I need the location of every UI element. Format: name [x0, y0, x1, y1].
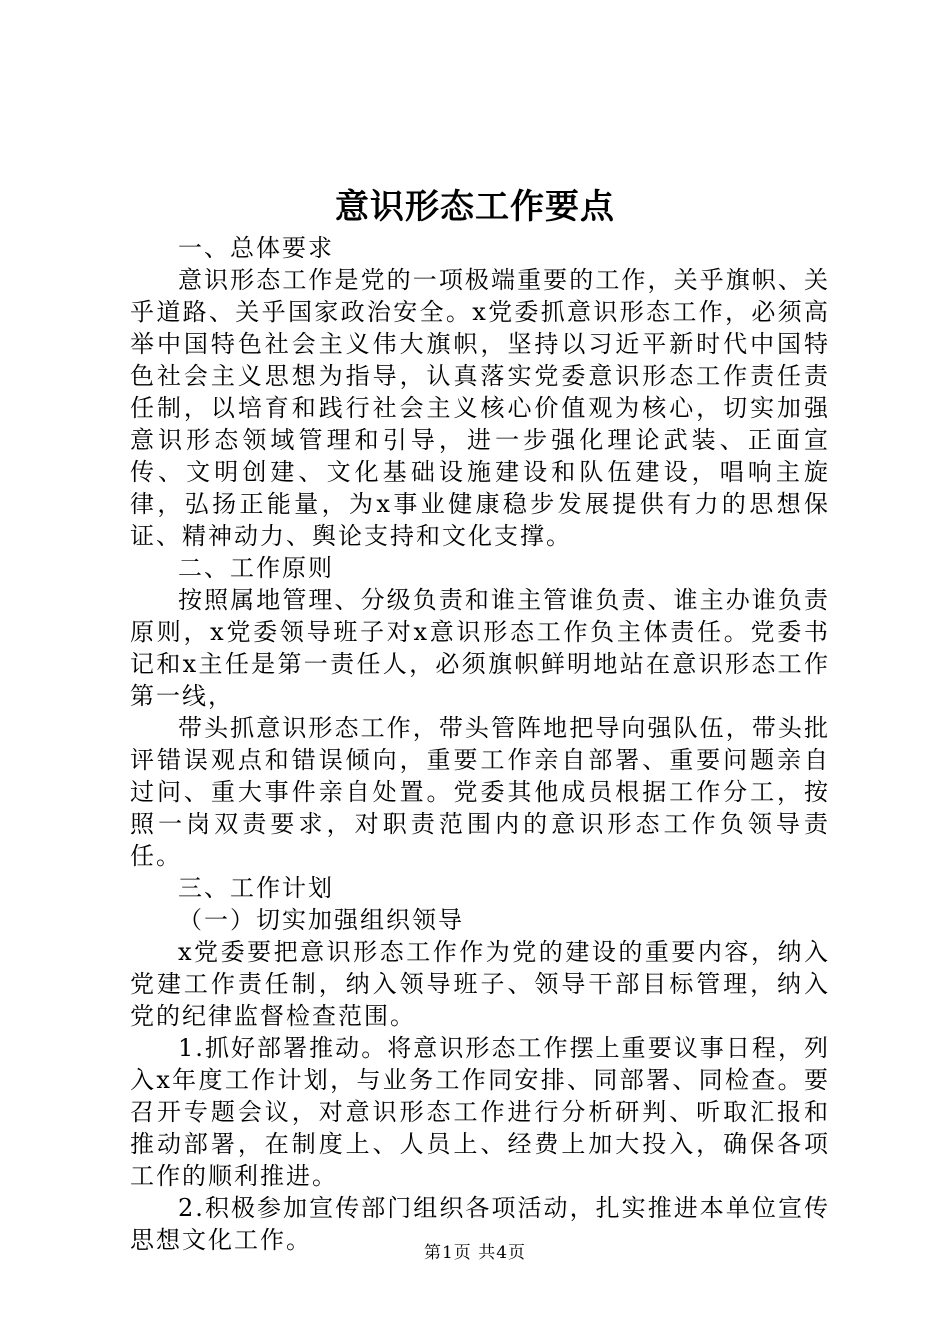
body-paragraph: 带头抓意识形态工作，带头管阵地把导向强队伍，带头批评错误观点和错误倾向，重要工作亲自部署、重要问题亲自过问、重大事件亲自处置。党委其他成员根据工作分工，按照一岗双责要求，对职责范围内的意识形态工作负领导责任。	[130, 714, 830, 870]
section-heading: 三、工作计划	[178, 874, 334, 902]
subsection-heading: （一）切实加强组织领导	[178, 906, 464, 934]
body-paragraph: 按照属地管理、分级负责和谁主管谁负责、谁主办谁负责原则，x党委领导班子对x意识形态工作负主体责任。党委书记和x主任是第一责任人，必须旗帜鲜明地站在意识形态工作第一线，	[130, 586, 830, 710]
section-heading: 二、工作原则	[178, 554, 334, 582]
document-title: 意识形态工作要点	[335, 187, 615, 227]
document-body	[130, 232, 830, 1256]
page-number-footer: 第1页 共4页	[423, 1243, 527, 1263]
section-heading: 一、总体要求	[178, 234, 334, 262]
body-paragraph: 1.抓好部署推动。将意识形态工作摆上重要议事日程，列入x年度工作计划，与业务工作同安排、同部署、同检查。要召开专题会议，对意识形态工作进行分析研判、听取汇报和推动部署，在制度上、人员上、经费上加大投入，确保各项工作的顺利推进。	[130, 1034, 830, 1190]
body-paragraph: x党委要把意识形态工作作为党的建设的重要内容，纳入党建工作责任制，纳入领导班子、领导干部目标管理，纳入党的纪律监督检查范围。	[130, 938, 830, 1030]
body-paragraph: 意识形态工作是党的一项极端重要的工作，关乎旗帜、关乎道路、关乎国家政治安全。x党委抓意识形态工作，必须高举中国特色社会主义伟大旗帜，坚持以习近平新时代中国特色社会主义思想为指导，认真落实党委意识形态工作责任责任制，以培育和践行社会主义核心价值观为核心，切实加强意识形态领域管理和引导，进一步强化理论武装、正面宣传、文明创建、文化基础设施建设和队伍建设，唱响主旋律，弘扬正能量，为x事业健康稳步发展提供有力的思想保证、精神动力、舆论支持和文化支撑。	[130, 266, 830, 550]
body-paragraph: 2.积极参加宣传部门组织各项活动，扎实推进本单位宣传思想文化工作。	[130, 1194, 830, 1254]
